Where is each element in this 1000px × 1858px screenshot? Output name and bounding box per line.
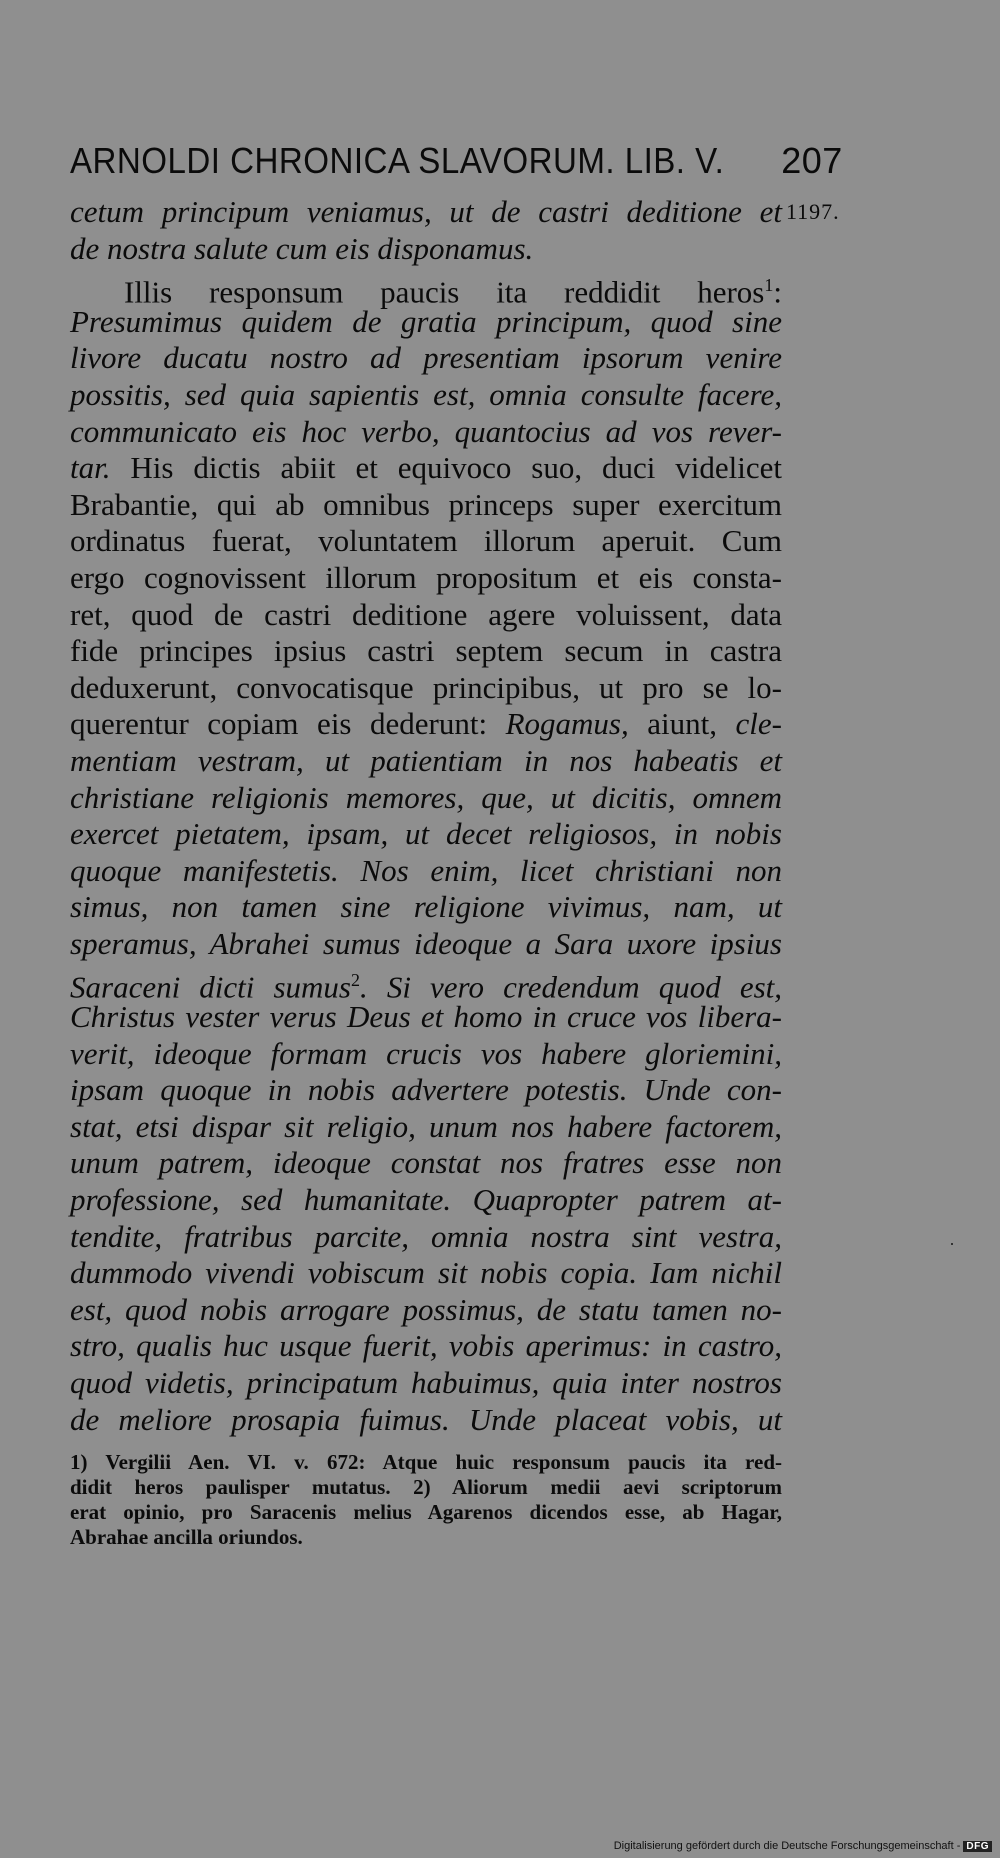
credit-text: Digitalisierung gefördert durch die Deutsche Forschungsgemeinschaft -: [613, 1840, 961, 1852]
text-line: cetum principum veniamus, ut de castri deditione et 1197.: [70, 194, 840, 229]
text-line: fide principes ipsius castri septem secum in castra: [70, 633, 782, 669]
text-line: Presumimus quidem de gratia principum, quod sine: [70, 303, 782, 339]
text-line: professione, sed humanitate. Quapropter patrem at-: [70, 1182, 782, 1218]
footnote-line: erat opinio, pro Saracenis melius Agarenos dicendos esse, ab Hagar,: [70, 1500, 782, 1525]
page-number: 207: [781, 140, 843, 181]
text-line: tendite, fratribus parcite, omnia nostra sint vestra,: [70, 1218, 782, 1254]
footnote-line: didit heros paulisper mutatus. 2) Aliorum medii aevi scriptorum: [70, 1475, 782, 1500]
text-line: de nostra salute cum eis disponamus.: [70, 230, 534, 266]
footnote-line: Abrahae ancilla oriundos.: [70, 1525, 303, 1550]
text-line: communicato eis hoc verbo, quantocius ad vos rever-: [70, 413, 782, 449]
text-line: ergo cognovissent illorum propositum et eis consta-: [70, 559, 782, 595]
scan-speck: [951, 1243, 953, 1245]
text-line: ret, quod de castri deditione agere voluissent, data: [70, 596, 782, 632]
running-title: ARNOLDI CHRONICA SLAVORUM. LIB. V.: [70, 140, 725, 181]
margin-year: 1197.: [786, 199, 840, 224]
digitization-credit: [614, 1840, 992, 1852]
text-line: est, quod nobis arrogare possimus, de statu tamen no-: [70, 1291, 782, 1327]
text-line: stro, qualis huc usque fuerit, vobis aperimus: in castro,: [70, 1328, 782, 1364]
text-line: ordinatus fuerat, voluntatem illorum aperuit. Cum: [70, 523, 782, 559]
text-line: simus, non tamen sine religione vivimus, nam, ut: [70, 889, 782, 925]
body-text: [70, 194, 840, 1438]
text-line: Illis responsum paucis ita reddidit heros$^1$:: [124, 274, 782, 310]
page: [70, 140, 843, 1550]
text-line: tar. His dictis abiit et equivoco suo, duci videlicet: [70, 450, 782, 486]
text-line: mentiam vestram, ut patientiam in nos habeatis et: [70, 742, 782, 778]
text-line: ipsam quoque in nobis advertere potestis. Unde con-: [70, 1072, 782, 1108]
text-line: Saraceni dicti sumus$^2$. Si vero credendum quod est,: [70, 969, 783, 1005]
footnote-ref: 1: [764, 275, 774, 296]
dfg-logo: DFG: [963, 1841, 992, 1852]
text-line: quod videtis, principatum habuimus, quia inter nostros: [70, 1365, 782, 1400]
text-line: verit, ideoque formam crucis vos habere gloriemini,: [70, 1035, 782, 1071]
text-line: unum patrem, ideoque constat nos fratres esse non: [70, 1145, 782, 1181]
running-head: [70, 140, 843, 182]
text-line: Brabantie, qui ab omnibus princeps super exercitum: [70, 486, 782, 522]
text-line: possitis, sed quia sapientis est, omnia consulte facere,: [70, 376, 782, 412]
text-line: Christus vester verus Deus et homo in cruce vos libera-: [70, 999, 782, 1035]
text-line: exercet pietatem, ipsam, ut decet religiosos, in nobis: [70, 816, 782, 852]
footnote-line: 1) Vergilii Aen. VI. v. 672: Atque huic responsum paucis ita red-: [70, 1450, 782, 1475]
text-line: querentur copiam eis dederunt: Rogamus, aiunt, cle-: [70, 706, 782, 742]
footnote-ref: 2: [351, 970, 360, 991]
text-line: stat, etsi dispar sit religio, unum nos habere factorem,: [70, 1108, 782, 1144]
text-line: dummodo vivendi vobiscum sit nobis copia. Iam nichil: [70, 1255, 782, 1291]
text-line: deduxerunt, convocatisque principibus, ut pro se lo-: [70, 669, 782, 705]
text-line: speramus, Abrahei sumus ideoque a Sara uxore ipsius: [70, 925, 782, 961]
text-line: quoque manifestetis. Nos enim, licet christiani non: [70, 852, 782, 888]
text-line: livore ducatu nostro ad presentiam ipsorum venire: [70, 340, 782, 376]
footnotes: [70, 1450, 782, 1550]
text-line: christiane religionis memores, que, ut dicitis, omnem: [70, 779, 782, 815]
text-line: de meliore prosapia fuimus. Unde placeat vobis, ut: [70, 1401, 782, 1437]
